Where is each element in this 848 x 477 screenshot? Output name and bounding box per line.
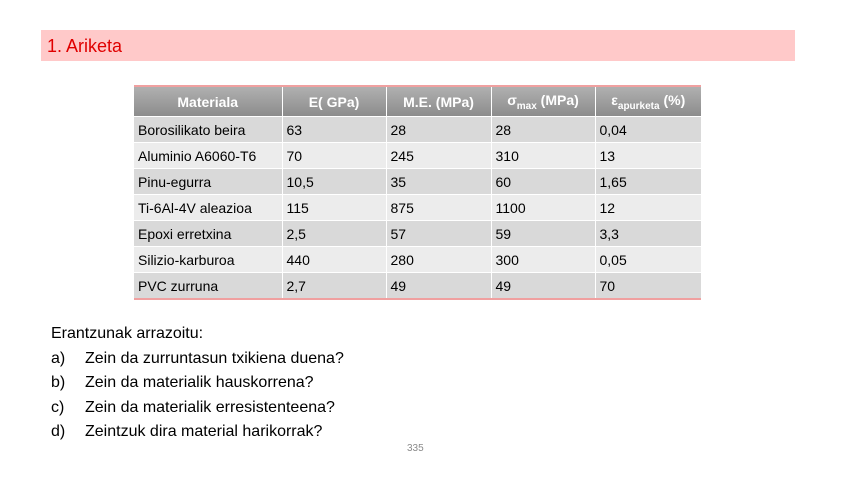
table-cell: 2,7 bbox=[282, 273, 386, 299]
table-cell: 57 bbox=[386, 221, 491, 247]
header-epsilon-unit: (%) bbox=[659, 91, 686, 108]
table-cell: 59 bbox=[491, 221, 595, 247]
question-item bbox=[51, 396, 344, 421]
question-item bbox=[51, 347, 344, 372]
header-sigma-subscript: max bbox=[516, 100, 537, 112]
table-header-row bbox=[134, 86, 701, 117]
table-row bbox=[134, 169, 701, 195]
table-cell: Pinu-egurra bbox=[134, 169, 282, 195]
table-cell: 13 bbox=[595, 143, 701, 169]
table-row bbox=[134, 273, 701, 299]
question-letter: a) bbox=[51, 349, 66, 367]
question-text: Zeintzuk dira material harikorrak? bbox=[85, 423, 323, 440]
table-cell: 10,5 bbox=[282, 169, 386, 195]
table-cell: 440 bbox=[282, 247, 386, 273]
table-cell: 300 bbox=[491, 247, 595, 273]
question-text: Zein da materialik erresistenteena? bbox=[85, 398, 335, 416]
table-cell: 245 bbox=[386, 143, 491, 169]
header-sigma-unit: (MPa) bbox=[536, 91, 579, 108]
header-elastic-modulus: E( GPa) bbox=[282, 86, 386, 117]
table-cell: 115 bbox=[282, 195, 386, 221]
question-letter: c) bbox=[51, 398, 65, 416]
question-letter: d) bbox=[51, 423, 66, 440]
table-cell: 0,04 bbox=[595, 117, 701, 143]
questions-intro: Erantzunak arrazoitu: bbox=[51, 325, 204, 342]
table-cell: 28 bbox=[386, 117, 491, 143]
table-cell: 0,05 bbox=[595, 247, 701, 273]
materials-table bbox=[134, 85, 701, 298]
table-cell: PVC zurruna bbox=[134, 273, 282, 299]
header-elastic-limit: M.E. (MPa) bbox=[386, 86, 491, 117]
question-text: Zein da zurruntasun txikiena duena? bbox=[85, 349, 344, 367]
table-cell: 1,65 bbox=[595, 169, 701, 195]
materials-table-container bbox=[134, 85, 701, 300]
header-sigma-symbol: σ bbox=[507, 91, 517, 108]
table-cell: 3,3 bbox=[595, 221, 701, 247]
table-cell: Silizio-karburoa bbox=[134, 247, 282, 273]
table-row bbox=[134, 221, 701, 247]
header-epsilon-subscript: apurketa bbox=[617, 100, 660, 112]
table-cell: 310 bbox=[491, 143, 595, 169]
table-cell: 28 bbox=[491, 117, 595, 143]
question-item bbox=[51, 420, 344, 445]
header-material: Materiala bbox=[134, 86, 282, 117]
header-elongation bbox=[595, 86, 701, 117]
header-epsilon-symbol: ε bbox=[611, 91, 618, 108]
table-cell: Aluminio A6060-T6 bbox=[134, 143, 282, 169]
table-cell: 35 bbox=[386, 169, 491, 195]
table-cell: 1100 bbox=[491, 195, 595, 221]
table-cell: Borosilikato beira bbox=[134, 117, 282, 143]
page-number: 335 bbox=[407, 443, 424, 454]
table-cell: 2,5 bbox=[282, 221, 386, 247]
table-cell: 49 bbox=[386, 273, 491, 299]
table-cell: 12 bbox=[595, 195, 701, 221]
questions-block bbox=[51, 322, 344, 445]
question-item bbox=[51, 371, 344, 396]
table-cell: 49 bbox=[491, 273, 595, 299]
header-max-stress bbox=[491, 86, 595, 117]
table-cell: 70 bbox=[282, 143, 386, 169]
question-letter: b) bbox=[51, 374, 66, 391]
page-title: 1. Ariketa bbox=[47, 36, 123, 56]
table-cell: 280 bbox=[386, 247, 491, 273]
table-cell: 70 bbox=[595, 273, 701, 299]
question-text: Zein da materialik hauskorrena? bbox=[85, 374, 314, 391]
table-cell: Ti-6Al-4V aleazioa bbox=[134, 195, 282, 221]
table-cell: 60 bbox=[491, 169, 595, 195]
table-row bbox=[134, 143, 701, 169]
table-row bbox=[134, 117, 701, 143]
table-row bbox=[134, 247, 701, 273]
table-cell: 875 bbox=[386, 195, 491, 221]
table-cell: 63 bbox=[282, 117, 386, 143]
table-row bbox=[134, 195, 701, 221]
table-cell: Epoxi erretxina bbox=[134, 221, 282, 247]
title-bar bbox=[41, 30, 795, 61]
